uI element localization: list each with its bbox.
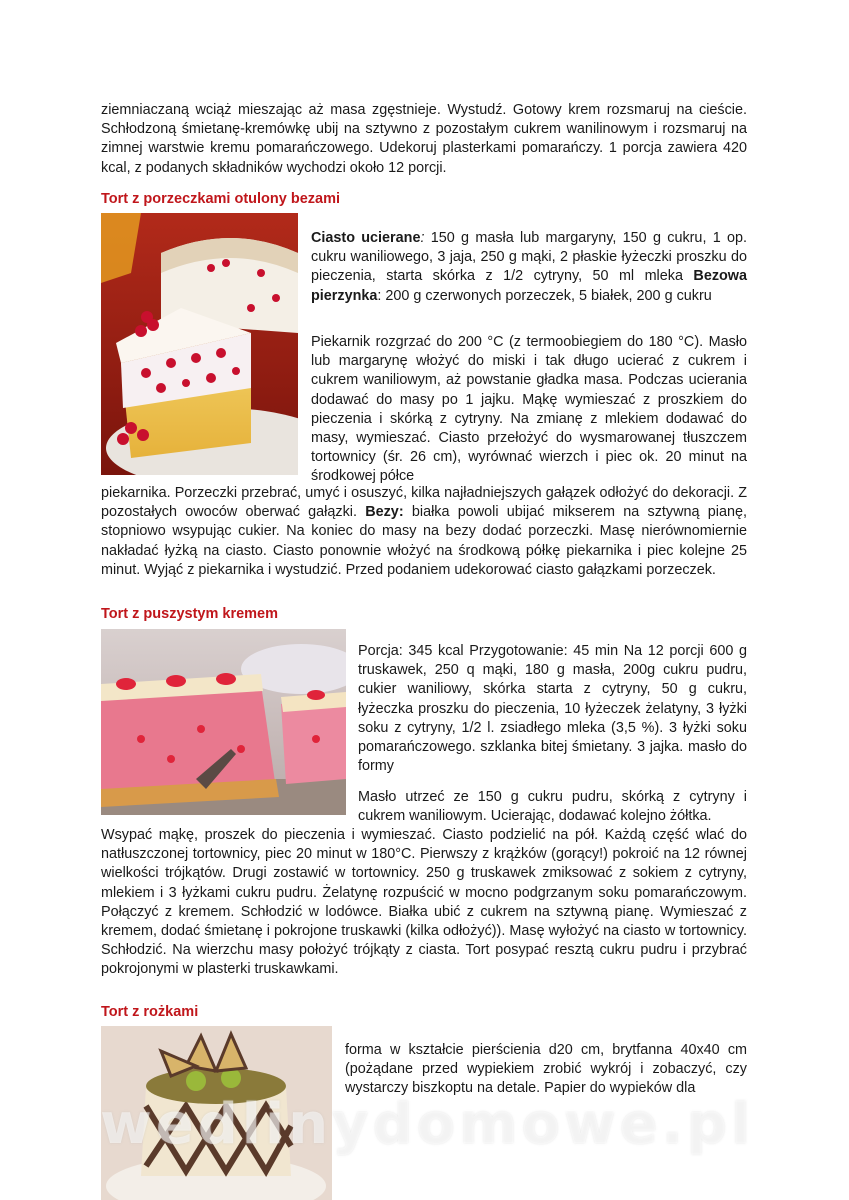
meringue-ingredients: : 200 g czerwonych porzeczek, 5 białek, 200 g cukru xyxy=(377,287,712,304)
recipe3-text: forma w kształcie pierścienia d20 cm, brytfanna 40x40 cm (pożądane przed wypiekiem zrobić wykrój i zobaczyć, czy wystarczy biszkoptu na detale. Papier do wypieków dla xyxy=(345,1042,747,1097)
recipe-title-rozki: Tort z rożkami xyxy=(101,1004,199,1020)
recipe2-steps-full: Wsypać mąkę, proszek do pieczenia i wymieszać. Ciasto podzielić na pół. Każdą część wlać do natłuszczonej tortownicy, piec 20 minut w 180°C. Pierwszy z krążków (gorący!) pokroić na 12 równej wielkości trójkątów. Drugi zostawić w tortownicy. 250 g truskawek zmiksować z sokiem z cytryny, mlekiem i 3 łyżkami cukru pudru. Żelatynę rozpuścić w mocno podgrzanym soku pomarańczowym. Połączyć z kremem. Schłodzić w lodówce. Białka ubić z cukrem na sztywną pianę. Wymieszać z kremem, dodać śmietanę i pokrojone truskawki (kilka odłożyć)). Masę wyłożyć na ciasto w tortownicy. Schłodzić. Na wierzchu masy położyć trójkąty z ciasta. Tort posypać resztą cukru pudru i przybrać pokrojonymi w plasterki truskawkami. xyxy=(101,827,747,978)
dough-label: Ciasto ucierane xyxy=(311,230,421,246)
intro-paragraph: ziemniaczaną wciąż mieszając aż masa zgęstnieje. Wystudź. Gotowy krem rozsmaruj na cieście. Schłodzoną śmietanę-kremówkę ubij na sztywno z pozostałym cukrem wanilinowym i rozsmaruj na zimnej warstwie kremu pomarańczowego. Udekoruj plasterkami pomarańczy. 1 porcja zawiera 420 kcal, z podanych składników wychodzi około 12 porcji. xyxy=(101,102,747,176)
recipe1-steps-full xyxy=(101,484,747,580)
recipe1-steps-b: białka powoli ubijać mikserem na sztywną pianę, stopniowo wsypując cukier. Na koniec do masy na bezy dodać porzeczki. Masę nierównomiernie nakładać łyżką na ciasto. Ciasto ponownie włożyć na środkową półkę piekarnika i piec kolejne 25 minut. Wyjąć z piekarnika i wystudzić. Przed podaniem udekorować ciasto gałązkami porzeczek. xyxy=(101,504,747,578)
bezy-label: Bezy: xyxy=(365,504,404,521)
recipe-title-krem: Tort z puszystym kremem xyxy=(101,606,279,622)
cake-photo-currant xyxy=(101,213,298,475)
recipe-title-porzeczki: Tort z porzeczkami otulony bezami xyxy=(101,191,341,207)
recipe2-ingredients: Porcja: 345 kcal Przygotowanie: 45 min Na 12 porcji 600 g truskawek, 250 q mąki, 180 g masła, 200g cukru pudru, cukier waniliowy, skórka starta z cytryny, 50 g cukru, łyżeczka proszku do pieczenia, 10 łyżeczek żelatyny, 3 łyżki soku z cytryny, 1/2 l. zsiadłego mleka (3,5 %). 3 łyżki soku pomarańczowego. szklanka bitej śmietany. 3 jajka. masło do formy xyxy=(358,643,747,775)
site-watermark: wedlinydomowe.pl xyxy=(100,1092,755,1157)
recipe1-ingredients xyxy=(311,229,747,306)
dough-ingredients: 150 g masła lub margaryny, 150 g cukru, 1 op. cukru waniliowego, 3 jaja, 250 g mąki, 2 płaskie łyżeczki proszku do pieczenia, starta skórka z 1/2 cytryny, 50 ml mleka xyxy=(311,230,748,285)
dough-colon: : xyxy=(420,230,425,246)
cake-photo-strawberry xyxy=(101,629,346,815)
recipe2-steps-side: Masło utrzeć ze 150 g cukru pudru, skórką z cytryny i cukrem waniliowym. Ucierając, dodawać kolejno żółtka. xyxy=(358,789,747,825)
meringue-label: Bezowa pierzynka xyxy=(311,268,748,304)
recipe1-steps-a: piekarnika. Porzeczki przebrać, umyć i osuszyć, kilka najładniejszych gałązek odłożyć do dekoracji. Z pozostałych owoców oberwać gałązki. xyxy=(101,485,747,521)
recipe1-steps-side: Piekarnik rozgrzać do 200 °C (z termoobiegiem do 180 °C). Masło lub margarynę włożyć do miski i tak długo ucierać z cukrem i cukrem waniliowym, aż powstanie gładka masa. Podczas ucierania dodawać do masy po 1 jajku. Mąkę wymieszać z proszkiem do pieczenia i skórką z cytryny. Na zmianę z mlekiem dodawać do masy, wymieszać. Ciasto przełożyć do wysmarowanej tłuszczem tortownicy (śr. 26 cm), wyrównać wierzch i piec ok. 20 minut na środkowej półce xyxy=(311,334,747,485)
